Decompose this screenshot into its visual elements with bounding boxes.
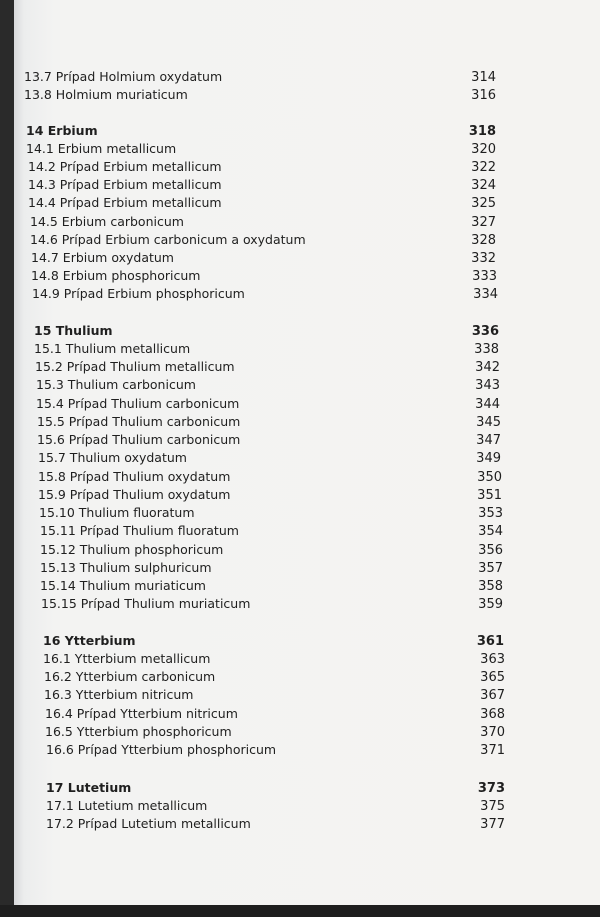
toc-entry-title: 14.1 Erbium metallicum xyxy=(26,141,177,156)
toc-entry xyxy=(31,267,497,285)
toc-page-number: 334 xyxy=(473,287,498,302)
toc-page-number: 328 xyxy=(471,233,496,248)
toc-page-number: 357 xyxy=(478,561,503,576)
toc-page-number: 358 xyxy=(478,579,503,594)
toc-entry-title: 15.7 Thulium oxydatum xyxy=(38,450,187,465)
toc-page-number: 336 xyxy=(471,324,499,339)
toc-page-number: 325 xyxy=(471,196,496,211)
toc-page-number: 363 xyxy=(480,652,505,667)
toc-entry-title: 15.4 Prípad Thulium carbonicum xyxy=(36,396,240,411)
toc-entry xyxy=(30,231,496,249)
toc-entry xyxy=(40,541,503,559)
toc-entry-title: 14.8 Erbium phosphoricum xyxy=(31,268,201,283)
toc-entry xyxy=(26,140,496,158)
toc-page-number: 370 xyxy=(480,725,505,740)
toc-page-number: 333 xyxy=(472,269,497,284)
toc-page-number: 351 xyxy=(477,488,502,503)
toc-chapter xyxy=(26,122,496,140)
toc-page-number: 367 xyxy=(480,688,505,703)
scan-edge xyxy=(0,905,600,917)
toc-page-number: 320 xyxy=(471,142,496,157)
toc-entry-title: 16.2 Ytterbium carbonicum xyxy=(44,669,216,684)
toc-page-number: 322 xyxy=(471,160,496,175)
toc-page-number: 343 xyxy=(475,378,500,393)
toc-entry-title: 16.4 Prípad Ytterbium nitricum xyxy=(45,706,238,721)
toc-page-number: 332 xyxy=(471,251,496,266)
toc-entry-title: 15.15 Prípad Thulium muriaticum xyxy=(41,596,251,611)
toc-page-number: 324 xyxy=(471,178,496,193)
toc-page-number: 338 xyxy=(474,342,499,357)
toc-page-number: 350 xyxy=(477,470,502,485)
toc-entry xyxy=(45,723,505,741)
toc-entry xyxy=(35,358,500,376)
toc-page-number: 349 xyxy=(476,451,501,466)
toc-entry-title: 14.9 Prípad Erbium phosphoricum xyxy=(32,286,245,301)
toc-chapter xyxy=(34,322,499,340)
toc-page-number: 344 xyxy=(475,397,500,412)
toc-entry-title: 15.10 Thulium fluoratum xyxy=(39,505,195,520)
toc-entry xyxy=(46,797,505,815)
toc-entry-title: 16.6 Prípad Ytterbium phosphoricum xyxy=(46,742,277,757)
toc-entry-title: 15.14 Thulium muriaticum xyxy=(40,578,206,593)
toc-chapter xyxy=(46,779,505,797)
toc-page-number: 375 xyxy=(480,799,505,814)
toc-entry-title: 16.1 Ytterbium metallicum xyxy=(43,651,211,666)
toc-page-number: 356 xyxy=(478,543,503,558)
toc-entry xyxy=(36,376,500,394)
toc-chapter xyxy=(43,632,504,650)
toc-entry xyxy=(30,213,496,231)
toc-entry xyxy=(44,686,505,704)
table-of-contents xyxy=(14,0,600,905)
toc-entry xyxy=(39,504,503,522)
toc-entry xyxy=(44,668,505,686)
toc-entry xyxy=(41,595,503,613)
toc-entry xyxy=(46,741,505,759)
toc-entry xyxy=(45,705,505,723)
toc-page-number: 373 xyxy=(477,781,505,796)
toc-entry xyxy=(24,86,496,104)
toc-page-number: 354 xyxy=(478,524,503,539)
toc-entry-title: 13.7 Prípad Holmium oxydatum xyxy=(24,69,223,84)
toc-entry-title: 17.2 Prípad Lutetium metallicum xyxy=(46,816,251,831)
toc-page-number: 377 xyxy=(480,817,505,832)
toc-page-number: 359 xyxy=(478,597,503,612)
toc-entry-title: 14.4 Prípad Erbium metallicum xyxy=(28,195,222,210)
toc-entry xyxy=(37,413,501,431)
toc-entry xyxy=(32,285,498,303)
toc-entry xyxy=(28,194,496,212)
toc-entry xyxy=(24,68,496,86)
toc-entry-title: 15.13 Thulium sulphuricum xyxy=(40,560,212,575)
toc-entry xyxy=(38,486,502,504)
toc-entry xyxy=(31,249,496,267)
book-page xyxy=(14,0,600,905)
toc-entry-title: 15.9 Prípad Thulium oxydatum xyxy=(38,487,231,502)
toc-page-number: 316 xyxy=(471,88,496,103)
toc-page-number: 327 xyxy=(471,215,496,230)
toc-entry-title: 17.1 Lutetium metallicum xyxy=(46,798,208,813)
toc-entry-title: 15 Thulium xyxy=(34,323,113,338)
toc-entry xyxy=(40,559,503,577)
toc-page-number: 365 xyxy=(480,670,505,685)
toc-entry xyxy=(43,650,505,668)
toc-page-number: 318 xyxy=(468,124,496,139)
toc-page-number: 353 xyxy=(478,506,503,521)
toc-entry-title: 16.5 Ytterbium phosphoricum xyxy=(45,724,232,739)
toc-entry xyxy=(28,158,496,176)
toc-entry-title: 14.6 Prípad Erbium carbonicum a oxydatum xyxy=(30,232,306,247)
toc-entry-title: 15.2 Prípad Thulium metallicum xyxy=(35,359,235,374)
toc-entry-title: 14.3 Prípad Erbium metallicum xyxy=(28,177,222,192)
toc-entry xyxy=(38,449,501,467)
toc-entry-title: 15.3 Thulium carbonicum xyxy=(36,377,196,392)
toc-entry xyxy=(40,577,503,595)
toc-page-number: 342 xyxy=(475,360,500,375)
toc-entry xyxy=(38,468,502,486)
toc-entry-title: 14.5 Erbium carbonicum xyxy=(30,214,184,229)
toc-page-number: 361 xyxy=(476,634,504,649)
toc-entry xyxy=(34,340,499,358)
toc-entry xyxy=(40,522,503,540)
toc-entry-title: 15.12 Thulium phosphoricum xyxy=(40,542,224,557)
toc-entry xyxy=(46,815,505,833)
toc-page-number: 314 xyxy=(471,70,496,85)
toc-entry-title: 15.1 Thulium metallicum xyxy=(34,341,191,356)
toc-page-number: 371 xyxy=(480,743,505,758)
toc-entry xyxy=(28,176,496,194)
toc-entry-title: 14 Erbium xyxy=(26,123,98,138)
toc-page-number: 347 xyxy=(476,433,501,448)
toc-entry-title: 13.8 Holmium muriaticum xyxy=(24,87,188,102)
toc-page-number: 345 xyxy=(476,415,501,430)
toc-entry xyxy=(36,395,500,413)
toc-page-number: 368 xyxy=(480,707,505,722)
toc-entry-title: 16.3 Ytterbium nitricum xyxy=(44,687,194,702)
toc-entry-title: 15.5 Prípad Thulium carbonicum xyxy=(37,414,241,429)
toc-entry-title: 14.2 Prípad Erbium metallicum xyxy=(28,159,222,174)
toc-entry-title: 15.6 Prípad Thulium carbonicum xyxy=(37,432,241,447)
toc-entry-title: 14.7 Erbium oxydatum xyxy=(31,250,174,265)
toc-entry-title: 17 Lutetium xyxy=(46,780,132,795)
toc-entry-title: 15.11 Prípad Thulium fluoratum xyxy=(40,523,239,538)
toc-entry-title: 15.8 Prípad Thulium oxydatum xyxy=(38,469,231,484)
toc-entry-title: 16 Ytterbium xyxy=(43,633,136,648)
toc-entry xyxy=(37,431,501,449)
